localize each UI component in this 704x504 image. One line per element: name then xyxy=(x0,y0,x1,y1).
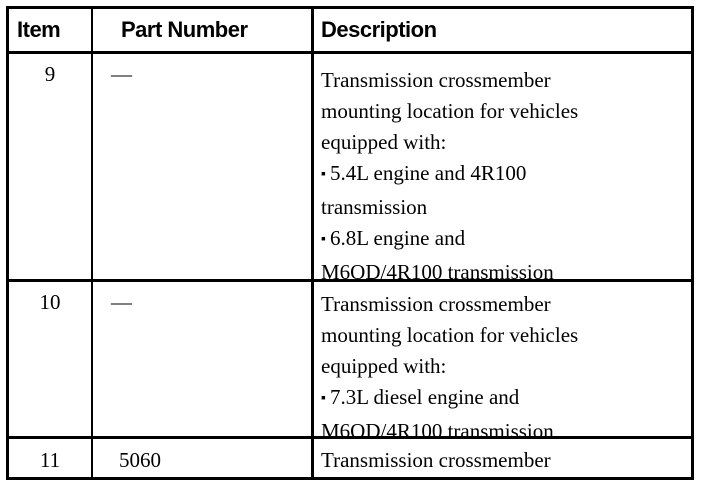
description-line: Transmission crossmember xyxy=(321,292,551,316)
row-item-number: 9 xyxy=(44,62,56,86)
header-divider xyxy=(9,51,691,54)
bullet-line: ▪ 5.4L engine and 4R100 xyxy=(321,158,691,192)
bullet-line: ▪ 6.8L engine and xyxy=(321,223,691,257)
description-line: equipped with: xyxy=(321,354,447,378)
row-item-number: 10 xyxy=(39,290,61,314)
description-line: Transmission crossmember xyxy=(321,68,551,92)
header-part-number: Part Number xyxy=(121,17,248,42)
column-divider xyxy=(311,9,314,477)
description-line: mounting location for vehicles xyxy=(321,99,579,123)
description-line: mounting location for vehicles xyxy=(321,323,579,347)
row-part-number: 5060 xyxy=(119,448,161,472)
header-item: Item xyxy=(17,17,61,42)
header-description: Description xyxy=(321,17,437,42)
row-item-number: 11 xyxy=(39,448,61,472)
bullet-continuation: transmission xyxy=(321,195,428,219)
column-divider xyxy=(91,9,93,477)
description-line: Transmission crossmember xyxy=(321,448,551,472)
row-description xyxy=(321,289,691,447)
bullet-continuation: M6OD/4R100 transmission xyxy=(321,260,554,284)
bullet-continuation: M6OD/4R100 transmission xyxy=(321,419,554,443)
row-part-number: — xyxy=(111,290,132,314)
row-description xyxy=(321,65,691,288)
parts-table xyxy=(6,6,694,480)
description-line: equipped with: xyxy=(321,130,447,154)
bullet-line: ▪ 7.3L diesel engine and xyxy=(321,382,691,416)
row-description xyxy=(321,445,691,476)
row-part-number: — xyxy=(111,62,132,86)
